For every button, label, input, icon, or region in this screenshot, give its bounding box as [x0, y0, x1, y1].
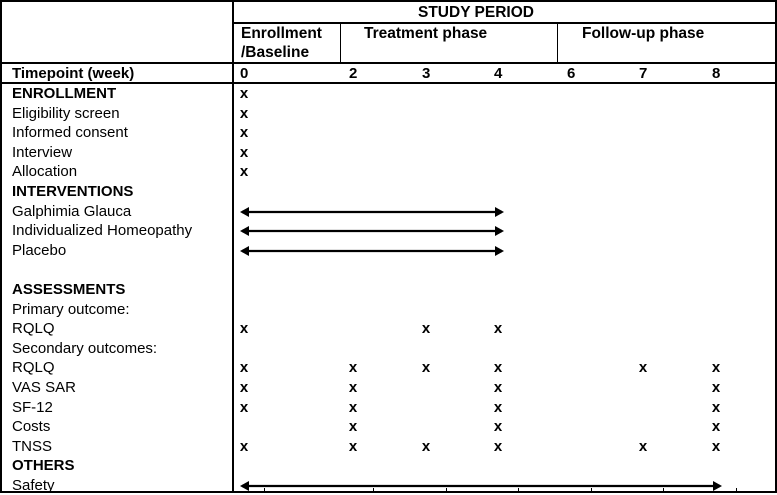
column-tick [373, 488, 374, 491]
column-tick [264, 488, 265, 491]
schedule-mark: x [493, 379, 503, 396]
schedule-mark: x [348, 379, 358, 396]
enrollment-heading-line1: Enrollment [241, 25, 322, 42]
row-label: Allocation [12, 163, 78, 181]
schedule-mark: x [493, 398, 503, 416]
row-label: Eligibility screen [12, 104, 120, 122]
week-0: 0 [240, 65, 249, 82]
row-label: OTHERS [12, 457, 75, 475]
duration-arrow [240, 245, 504, 257]
schedule-mark: x [638, 359, 648, 377]
row-label: ASSESSMENTS [12, 281, 126, 298]
row-label: RQLQ [12, 359, 55, 377]
schedule-mark: x [239, 398, 249, 416]
schedule-mark: x [239, 359, 249, 377]
column-tick [446, 488, 447, 491]
duration-arrow [240, 206, 504, 218]
schedule-mark: x [493, 437, 503, 455]
row-label: ENROLLMENT [12, 85, 117, 102]
column-tick [591, 488, 592, 491]
week-2: 2 [349, 65, 358, 82]
schedule-mark: x [239, 379, 249, 396]
divider-treatment-followup [557, 22, 558, 64]
schedule-mark: x [493, 320, 503, 338]
schedule-mark: x [711, 359, 721, 377]
schedule-mark: x [348, 398, 358, 416]
schedule-mark: x [711, 437, 721, 455]
row-label: RQLQ [12, 320, 55, 338]
timepoint-label: Timepoint (week) [12, 65, 135, 82]
schedule-mark: x [493, 359, 503, 377]
row-label: Primary outcome: [12, 300, 130, 318]
row-label: Informed consent [12, 124, 128, 142]
schedule-mark: x [711, 379, 721, 396]
schedule-mark: x [239, 85, 249, 102]
row-label: Individualized Homeopathy [12, 222, 193, 240]
duration-arrow [240, 480, 722, 492]
schedule-mark: x [711, 418, 721, 436]
schedule-mark: x [239, 143, 249, 161]
schedule-mark: x [493, 418, 503, 436]
duration-arrow [240, 225, 504, 237]
column-tick [518, 488, 519, 491]
week-3: 3 [422, 65, 431, 82]
divider-enrollment-treatment [340, 22, 341, 64]
row-label: Interview [12, 143, 73, 161]
week-4: 4 [494, 65, 503, 82]
divider-label-column [232, 0, 234, 493]
row-label: VAS SAR [12, 379, 76, 396]
column-tick [663, 488, 664, 491]
schedule-mark: x [348, 418, 358, 436]
column-tick [736, 488, 737, 491]
study-period-heading: STUDY PERIOD [418, 4, 534, 21]
schedule-mark: x [239, 320, 249, 338]
row-label: Costs [12, 418, 51, 436]
row-label: Placebo [12, 241, 67, 259]
week-7: 7 [639, 65, 648, 82]
frame-top [0, 0, 777, 2]
schedule-mark: x [711, 398, 721, 416]
frame-left [0, 0, 2, 493]
week-8: 8 [712, 65, 721, 82]
row-label: Galphimia Glauca [12, 202, 132, 220]
enrollment-heading-line2: /Baseline [241, 44, 310, 61]
row-label: INTERVENTIONS [12, 183, 134, 200]
schedule-mark: x [638, 437, 648, 455]
schedule-mark: x [421, 437, 431, 455]
schedule-mark: x [239, 437, 249, 455]
schedule-mark: x [348, 437, 358, 455]
treatment-phase-heading: Treatment phase [364, 25, 488, 42]
schedule-mark: x [239, 124, 249, 142]
week-6: 6 [567, 65, 576, 82]
schedule-mark: x [239, 104, 249, 122]
schedule-mark: x [348, 359, 358, 377]
row-label: Secondary outcomes: [12, 339, 158, 357]
schedule-mark: x [421, 320, 431, 338]
row-label: Safety [12, 477, 55, 494]
row-label: SF-12 [12, 398, 53, 416]
schedule-mark: x [239, 163, 249, 181]
row-label: TNSS [12, 437, 53, 455]
schedule-mark: x [421, 359, 431, 377]
followup-phase-heading: Follow-up phase [582, 25, 705, 42]
